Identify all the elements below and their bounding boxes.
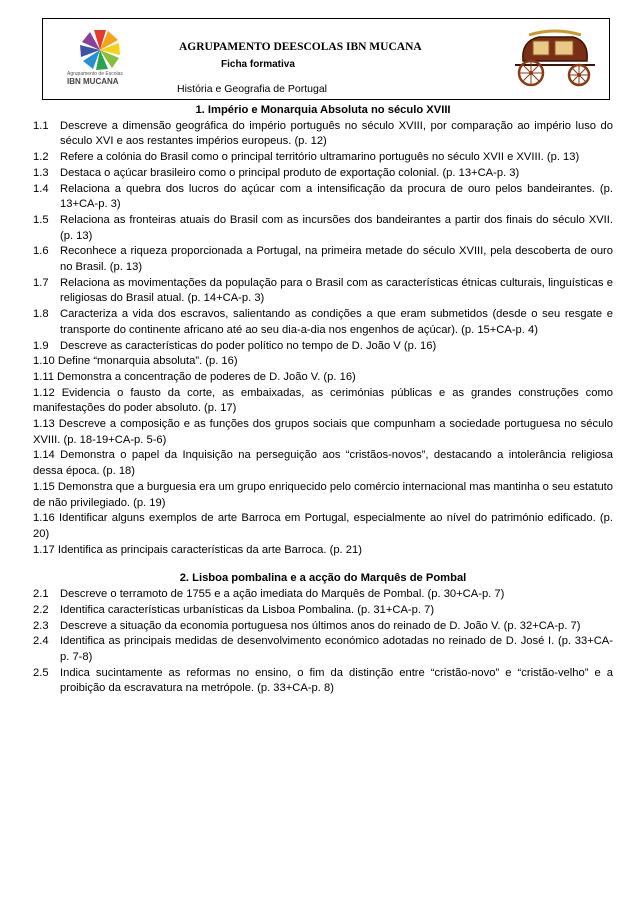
objective-item (33, 244, 613, 275)
logo-caption-line1: Agrupamento de Escolas (67, 71, 123, 77)
section-1-list (33, 119, 613, 355)
objective-number: 2.4 (33, 635, 49, 648)
section-1-paragraph-list (33, 354, 613, 558)
objective-item: 1.11 Demonstra a concentração de poderes de D. João V. (p. 16) (33, 370, 356, 383)
objective-number: 1.1 (33, 119, 49, 132)
objective-item (33, 150, 613, 166)
objective-text: Descreve as características do poder político no tempo de D. João V (p. 16) (60, 339, 437, 352)
objective-number: 2.1 (33, 588, 49, 601)
objective-item (33, 182, 613, 213)
objective-item: 1.14 Demonstra o papel da Inquisição na perseguição aos “cristãos-novos”, destacando a intolerância religiosa dessa época. (p. 18) (33, 449, 613, 478)
objective-text: Identifica características urbanísticas da Lisboa Pombalina. (p. 31+CA-p. 7) (60, 603, 435, 616)
logo-caption-line2: IBN MUCANA (67, 77, 119, 86)
objective-item (33, 119, 613, 150)
section-2-list (33, 587, 613, 697)
objective-item: 1.12 Evidencia o fausto da corte, as embaixadas, as cerimónias públicas e as grandes construções como manifestações do poder absoluto. (p. 17) (33, 386, 613, 415)
objective-number: 1.6 (33, 245, 49, 258)
objective-number: 1.8 (33, 308, 49, 321)
objective-number: 2.2 (33, 603, 49, 616)
subject-name: História e Geografia de Portugal (177, 83, 327, 95)
logo-caption (67, 71, 133, 86)
objective-item (33, 166, 613, 182)
objective-item (33, 276, 613, 307)
objective-item (33, 603, 613, 619)
school-name: AGRUPAMENTO DEESCOLAS IBN MUCANA (179, 41, 422, 53)
objective-text: Caracteriza a vida dos escravos, salientando as condições a que eram submetidos (desde o seu resgate e transporte do continente africano até ao seu dia-a-dia nos engenhos de açúcar). (p. 15+CA-p. 4) (60, 308, 613, 336)
objective-text: Relaciona as movimentações da população para o Brasil com as características étnicas culturais, linguísticas e religiosas do Brasil atual. (p. 14+CA-p. 3) (60, 276, 613, 305)
objectives-content (33, 103, 613, 697)
objective-item (33, 666, 613, 697)
objective-item: 1.10 Define “monarquia absoluta”. (p. 16) (33, 355, 238, 368)
objective-text: Descreve a situação da economia portuguesa nos últimos anos do reinado de D. João V. (p. 32+CA-p. 7) (60, 619, 581, 632)
objective-text: Destaca o açúcar brasileiro como o principal produto de exportação colonial. (p. 13+CA-p. 3) (60, 166, 520, 179)
document-header (42, 18, 610, 100)
objective-item (33, 634, 613, 665)
sheet-title: Ficha formativa (221, 59, 295, 70)
objective-number: 1.2 (33, 151, 49, 164)
objective-text: Refere a colónia do Brasil como o principal território ultramarino português no século XVII e XVIII. (p. 13) (60, 151, 580, 164)
section-2-title: 2. Lisboa pombalina e a acção do Marquês de Pombal (179, 572, 467, 585)
objective-item (33, 619, 613, 635)
objective-item: 1.17 Identifica as principais características da arte Barroca. (p. 21) (33, 543, 362, 556)
objective-item: 1.13 Descreve a composição e as funções dos grupos sociais que compunham a sociedade portuguesa no século XVIII. (p. 18-19+CA-p. 5-6) (33, 418, 613, 446)
objective-number: 1.3 (33, 166, 49, 179)
objective-item (33, 213, 613, 244)
objective-number: 2.5 (33, 666, 49, 679)
objective-item: 1.15 Demonstra que a burguesia era um grupo enriquecido pelo comércio internacional mas mantinha o seu estatuto de não privilegiado. (p. 19) (33, 480, 613, 509)
objective-text: Descreve a dimensão geográfica do império português no século XVIII, por comparação ao império luso do século XVI e aos restantes impérios europeus. (p. 12) (60, 119, 613, 148)
objective-text: Relaciona as fronteiras atuais do Brasil com as incursões dos bandeirantes a partir dos finais do século XVII. (p. 13) (60, 213, 613, 242)
objective-text: Relaciona a quebra dos lucros do açúcar com a intensificação da procura de ouro pelos bandeirantes. (p. 13+CA-p. 3) (60, 182, 613, 211)
objective-item (33, 307, 613, 338)
objective-number: 2.3 (33, 619, 49, 632)
objective-number: 1.9 (33, 339, 49, 352)
objective-item (33, 339, 613, 355)
objective-item: 1.16 Identificar alguns exemplos de arte Barroca em Portugal, especialmente ao nível do património edificado. (p. 20) (33, 512, 613, 540)
objective-text: Reconhece a riqueza proporcionada a Portugal, na primeira metade do século XVIII, pela descoberta de ouro no Brasil. (p. 13) (60, 245, 613, 274)
objective-number: 1.7 (33, 276, 49, 289)
objective-item (33, 587, 613, 603)
objective-number: 1.5 (33, 213, 49, 226)
objective-text: Descreve o terramoto de 1755 e a ação imediata do Marquês de Pombal. (p. 30+CA-p. 7) (60, 588, 505, 601)
objective-text: Identifica as principais medidas de desenvolvimento económico adotadas no reinado de D. José I. (p. 33+CA-p. 7-8) (60, 635, 613, 663)
section-1-title: 1. Império e Monarquia Absoluta no século XVIII (195, 104, 451, 116)
royal-carriage-icon (509, 27, 601, 89)
objective-text: Indica sucintamente as reformas no ensino, o fim da distinção entre “cristão-novo” e “cristão-velho” e a proibição da escravatura na metrópole. (p. 33+CA-p. 8) (60, 666, 613, 695)
objective-number: 1.4 (33, 182, 49, 195)
